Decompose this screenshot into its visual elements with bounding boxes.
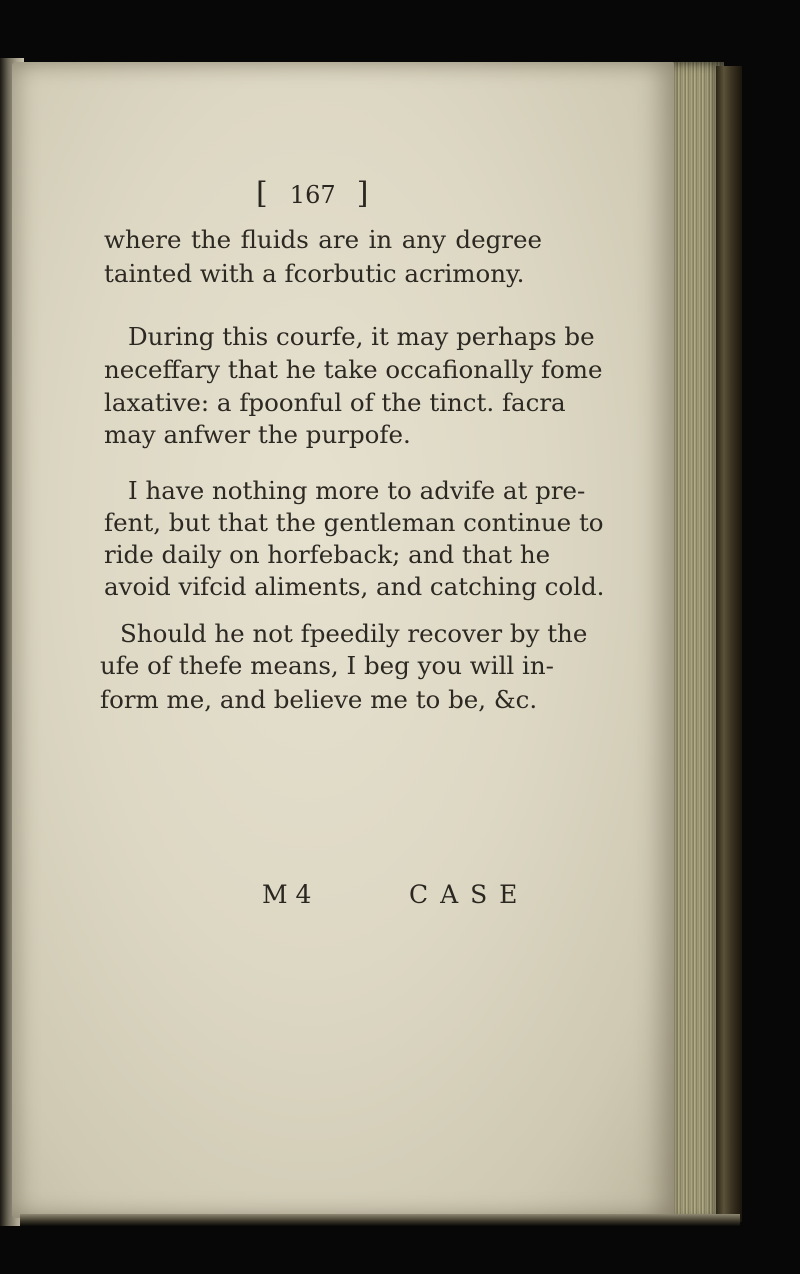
- text-line: where the fluids are in any degree: [104, 225, 542, 254]
- text-line: laxative: a fpoonful of the tinct. facra: [104, 388, 566, 417]
- bottom-page-edge: [20, 1214, 740, 1226]
- text-line: Should he not fpeedily recover by the: [120, 619, 588, 648]
- text-line: ufe of thefe means, I beg you will in-: [100, 651, 554, 680]
- header-left-bracket: [: [256, 176, 269, 211]
- text-line: neceffary that he take occafionally fome: [104, 355, 603, 384]
- text-line: I have nothing more to advife at pre-: [128, 476, 586, 505]
- text-line: fent, but that the gentleman continue to: [104, 508, 604, 537]
- text-line: avoid vifcid aliments, and catching cold.: [104, 572, 605, 601]
- text-line: During this courfe, it may perhaps be: [128, 322, 595, 351]
- text-line: form me, and believe me to be, &c.: [100, 685, 538, 714]
- text-line: tainted with a fcorbutic acrimony.: [104, 259, 525, 288]
- header-right-bracket: ]: [356, 176, 370, 211]
- book-cover-edge: [716, 66, 742, 1222]
- signature-mark: M 4: [262, 880, 312, 909]
- text-line: may anfwer the purpofe.: [104, 420, 411, 449]
- page-number: 167: [289, 181, 336, 209]
- text-line: ride daily on horfeback; and that he: [104, 540, 551, 569]
- page-header: [256, 176, 369, 211]
- catchword: C A S E: [409, 880, 520, 909]
